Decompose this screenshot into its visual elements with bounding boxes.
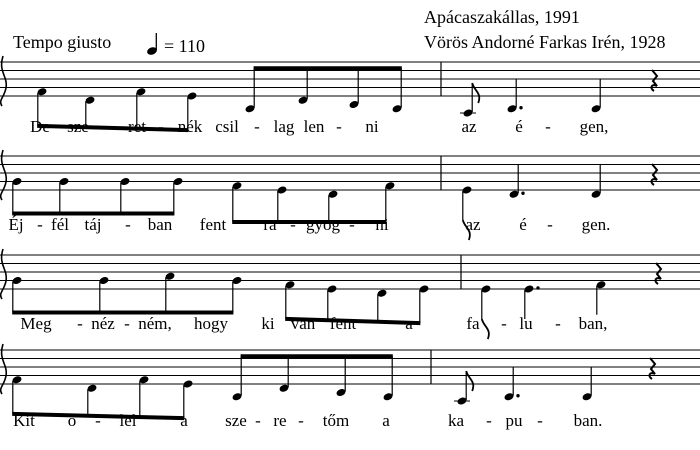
lyric-syllable: - bbox=[547, 215, 553, 234]
augmentation-dot bbox=[536, 286, 539, 289]
lyric-syllable: ki bbox=[261, 314, 275, 333]
lyric-syllable: - bbox=[545, 117, 551, 136]
augmentation-dot bbox=[516, 394, 519, 397]
performer-credit: Vörös Andorné Farkas Irén, 1928 bbox=[424, 32, 666, 52]
lyric-syllable: pu bbox=[505, 411, 523, 430]
lyric-syllable: tőm bbox=[322, 411, 350, 430]
lyric-syllable: ban bbox=[147, 215, 173, 234]
recording-location: Apácaszakállas, 1991 bbox=[424, 7, 580, 27]
lyric-syllable: Kit bbox=[13, 411, 35, 430]
lyric-syllable: - bbox=[486, 411, 492, 430]
lyric-syllable: sze bbox=[67, 117, 89, 136]
lyric-syllable: - bbox=[37, 215, 43, 234]
lyric-syllable: ban, bbox=[578, 314, 608, 333]
staff-system bbox=[0, 344, 700, 418]
lyric-syllable: fa bbox=[466, 314, 480, 333]
lyric-syllable: fent bbox=[199, 215, 227, 234]
lyric-syllable: hogy bbox=[194, 314, 228, 333]
lyric-syllable: - bbox=[501, 314, 507, 333]
lyric-syllable: fél bbox=[51, 215, 69, 234]
lyric-syllable: gyog bbox=[306, 215, 340, 234]
lyric-syllable: - bbox=[125, 215, 131, 234]
lyric-syllable: - bbox=[255, 411, 261, 430]
note-flag bbox=[466, 371, 473, 391]
tempo-marking: Tempo giusto bbox=[13, 32, 112, 52]
lyric-syllable: táj bbox=[84, 215, 102, 234]
treble-clef-icon bbox=[1, 56, 7, 106]
lyric-syllable: sze bbox=[225, 411, 247, 430]
lyric-syllable: - bbox=[107, 117, 113, 136]
lyric-syllable: ni bbox=[375, 215, 389, 234]
lyric-syllable: lu bbox=[519, 314, 533, 333]
treble-clef-icon bbox=[1, 150, 7, 200]
treble-clef-icon bbox=[1, 344, 7, 394]
lyric-syllable: van bbox=[290, 314, 316, 333]
lyric-syllable: - bbox=[537, 411, 543, 430]
lyric-syllable: gen. bbox=[581, 215, 611, 234]
lyric-syllable: lel bbox=[119, 411, 137, 430]
note-flag bbox=[472, 83, 479, 103]
lyric-syllable: - bbox=[290, 215, 296, 234]
lyric-syllable: Éj bbox=[8, 215, 24, 234]
note-flag bbox=[482, 319, 489, 339]
metronome-value: = 110 bbox=[164, 36, 205, 56]
lyric-syllable: néz bbox=[91, 314, 115, 333]
lyric-syllable: a bbox=[405, 314, 413, 333]
lyric-syllable: - bbox=[158, 117, 164, 136]
lyric-syllable: Meg bbox=[20, 314, 52, 333]
lyric-syllable: - bbox=[349, 215, 355, 234]
lyric-syllable: é bbox=[515, 117, 523, 136]
lyric-syllable: ret bbox=[128, 117, 146, 136]
lyric-syllable: - bbox=[254, 117, 260, 136]
lyric-syllable: - bbox=[298, 411, 304, 430]
lyric-syllable: fent bbox=[329, 314, 357, 333]
treble-clef-icon bbox=[1, 249, 7, 299]
lyric-syllable: - bbox=[555, 314, 561, 333]
lyric-syllable: a bbox=[180, 411, 188, 430]
lyric-syllable: ban. bbox=[573, 411, 603, 430]
lyric-syllable: é bbox=[519, 215, 527, 234]
lyric-syllable: lag bbox=[273, 117, 295, 136]
lyric-syllable: ném, bbox=[138, 314, 172, 333]
lyric-syllable: ni bbox=[365, 117, 379, 136]
lyric-syllable: - bbox=[124, 314, 130, 333]
lyric-syllable: len bbox=[303, 117, 325, 136]
lyric-syllable: - bbox=[77, 314, 83, 333]
lyric-syllable: gen, bbox=[579, 117, 609, 136]
lyric-syllable: az bbox=[461, 117, 477, 136]
lyric-syllable: nék bbox=[177, 117, 203, 136]
augmentation-dot bbox=[521, 192, 524, 195]
lyric-syllable: a bbox=[382, 411, 390, 430]
augmentation-dot bbox=[519, 106, 522, 109]
lyric-syllable: ö bbox=[67, 411, 77, 430]
lyric-syllable: De bbox=[30, 117, 50, 136]
lyric-syllable: ra bbox=[263, 215, 277, 234]
lyric-syllable: az bbox=[465, 215, 481, 234]
lyric-syllable: - bbox=[95, 411, 101, 430]
lyric-syllable: re bbox=[273, 411, 287, 430]
lyric-syllable: ka bbox=[447, 411, 465, 430]
lyric-syllable: csil bbox=[215, 117, 239, 136]
lyric-syllable: - bbox=[336, 117, 342, 136]
